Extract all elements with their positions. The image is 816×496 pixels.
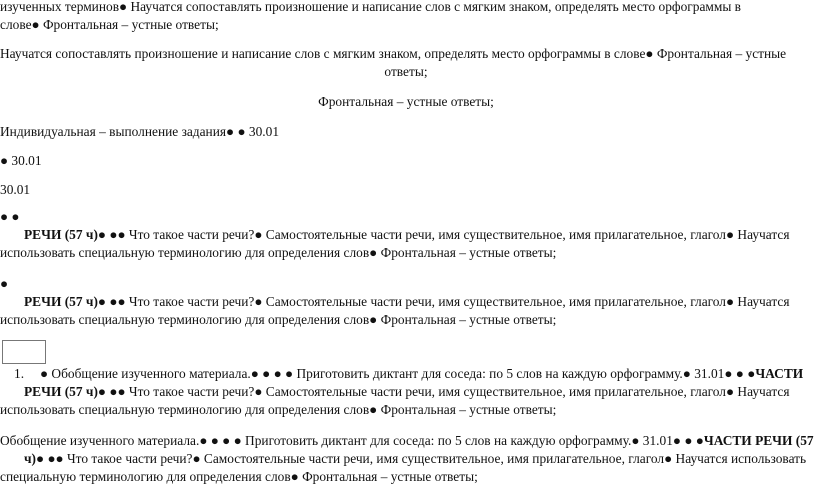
text-line: РЕЧИ (57 ч)● ●● Что такое части речи?● Самостоятельные части речи, имя существительное, имя прилагательное, глагол● Научатся bbox=[24, 294, 790, 309]
text-line: Фронтальная – устные ответы; bbox=[318, 94, 494, 109]
section-heading: ЧАСТИ bbox=[755, 366, 804, 381]
paragraph-frontal bbox=[0, 93, 812, 111]
text-line: Индивидуальная – выполнение задания● ● 30.01 bbox=[0, 124, 280, 139]
text-line: Научатся сопоставлять произношение и написание слов с мягким знаком, определять место орфограммы в слове● Фронтальная – устные bbox=[0, 46, 787, 61]
paragraph-date-plain bbox=[0, 181, 812, 199]
text-line: ответы; bbox=[384, 64, 428, 79]
text-line: изученных терминов● Научатся сопоставлять произношение и написание слов с мягким знаком, определять место орфограммы в bbox=[0, 0, 742, 14]
paragraph-soft-sign bbox=[0, 45, 812, 81]
bullet-line: ● bbox=[0, 276, 9, 291]
text-line: ч)● ●● Что такое части речи?● Самостоятельные части речи, имя существительное, имя прилагательное, глагол● Научатся использовать bbox=[24, 451, 807, 466]
text-line: использовать специальную терминологию для определения слов● Фронтальная – устные ответы; bbox=[0, 245, 557, 260]
paragraph-list-item-1 bbox=[0, 365, 812, 419]
section-heading: ч) bbox=[24, 451, 37, 466]
text-line: РЕЧИ (57 ч)● ●● Что такое части речи?● Самостоятельные части речи, имя существительное, имя прилагательное, глагол● Научатся bbox=[24, 227, 790, 242]
text-line: использовать специальную терминологию для определения слов● Фронтальная – устные ответы; bbox=[0, 402, 557, 417]
paragraph-individual bbox=[0, 123, 812, 141]
section-heading: РЕЧИ (57 ч) bbox=[24, 227, 98, 242]
section-heading: ЧАСТИ РЕЧИ (57 bbox=[703, 433, 814, 448]
section-heading: РЕЧИ (57 ч) bbox=[24, 384, 98, 399]
paragraph-terms bbox=[0, 0, 812, 34]
paragraph-parts-of-speech-2 bbox=[0, 275, 812, 329]
bullet-line: ● ● bbox=[0, 209, 20, 224]
section-heading: РЕЧИ (57 ч) bbox=[24, 294, 98, 309]
text-line: ● 30.01 bbox=[0, 153, 42, 168]
paragraph-date bbox=[0, 152, 812, 170]
text-line: использовать специальную терминологию для определения слов● Фронтальная – устные ответы; bbox=[0, 312, 557, 327]
text-line: РЕЧИ (57 ч)● ●● Что такое части речи?● Самостоятельные части речи, имя существительное, имя прилагательное, глагол● Научатся bbox=[24, 384, 790, 399]
text-line: слове● Фронтальная – устные ответы; bbox=[0, 17, 219, 32]
text-line: специальную терминологию для определения слов● Фронтальная – устные ответы; bbox=[0, 469, 478, 484]
paragraph-summary bbox=[0, 432, 812, 486]
text-line: 30.01 bbox=[0, 182, 31, 197]
paragraph-parts-of-speech-1 bbox=[0, 208, 812, 262]
list-number: 1. bbox=[14, 366, 25, 381]
text-line: Обобщение изученного материала.● ● ● ● Приготовить диктант для соседа: по 5 слов на каждую орфограмму.● 31.01● ● ●ЧАСТИ РЕЧИ (57 bbox=[0, 433, 814, 448]
empty-table-cell bbox=[2, 340, 46, 364]
text-line: 1. ● Обобщение изученного материала.● ● ● ● Приготовить диктант для соседа: по 5 слов на каждую орфограмму.● 31.01● ● ●ЧАСТИ bbox=[14, 366, 804, 381]
